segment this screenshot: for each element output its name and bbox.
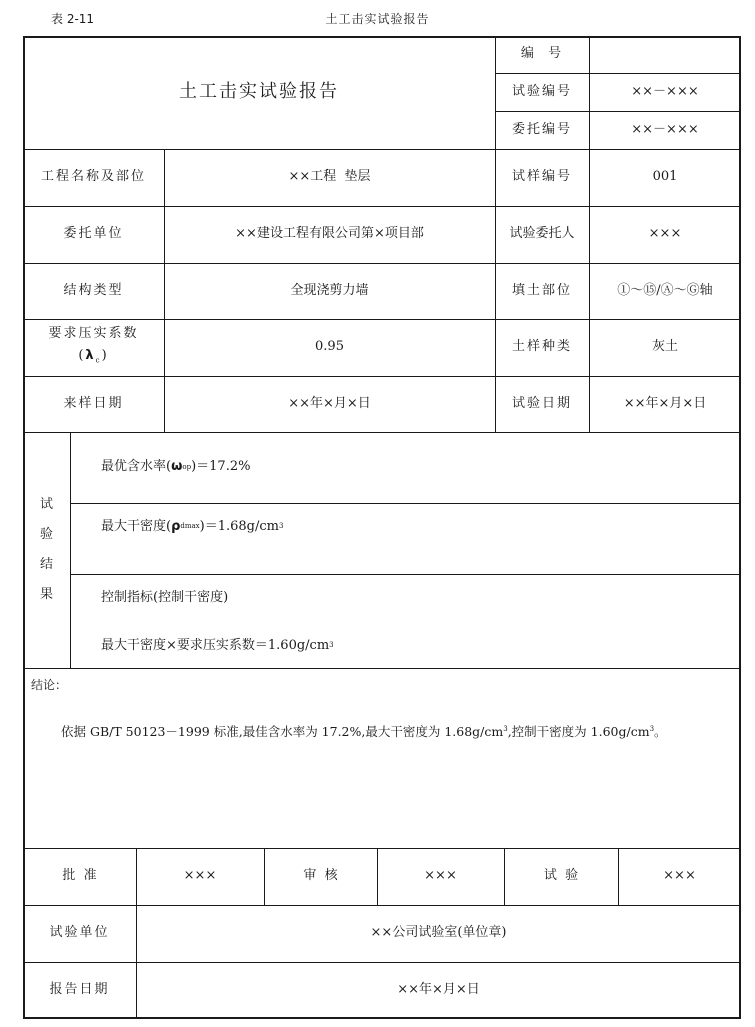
lambda-symbol: λ [85,348,96,364]
sample-no-value: 001 [652,169,678,185]
structure-value: 全现浇剪力墙 [290,282,369,298]
client-unit-value: ××建设工程有限公司第×项目部 [235,226,424,242]
soil-type-label: 土样种类 [511,339,572,355]
cubic-superscript: 3 [278,522,284,531]
sample-date-label: 来样日期 [63,395,124,411]
rho-symbol: ρ [171,518,181,534]
report-title: 土工击实试验报告 [179,81,339,103]
results-side-char: 试 [39,497,53,512]
conclusion-part: 。 [654,724,667,739]
test-date-label: 试验日期 [511,395,572,411]
optimum-moisture [101,432,731,503]
report-date-label: 报告日期 [49,982,110,998]
divider [70,432,71,669]
rho-subscript: dmax [180,522,200,531]
entrust-no-label: 委托编号 [511,121,572,137]
max-dry-density [101,503,731,551]
conclusion-label: 结论： [31,678,68,692]
sample-date-value: ××年×月×日 [288,395,371,411]
omega-subscript: op [182,462,192,471]
compaction-label-text: 要求压实系数 [48,326,139,342]
test-unit-label: 试验单位 [49,925,110,941]
entrust-no-value: ××－××× [631,121,699,137]
max-dry-density-prefix: 最大干密度( [101,518,172,534]
optimum-moisture-prefix: 最优含水率( [101,459,172,475]
client-person-label: 试验委托人 [509,226,575,242]
project-label: 工程名称及部位 [40,169,146,185]
results-side-label [23,432,70,668]
test-no-label: 试验编号 [511,83,572,99]
control-index-title: 控制指标(控制干密度) [101,589,229,605]
conclusion-part: 依据 GB/T 50123－1999 标准,最佳含水率为 17.2%,最大干密度为 1.68g/cm [61,724,504,739]
review-label: 审 核 [303,868,338,884]
client-unit-label: 委托单位 [63,226,124,242]
max-dry-density-suffix: )＝1.68g/cm [199,518,279,534]
table-number: 表 2-11 [51,12,95,26]
divider [70,574,741,575]
compaction-value: 0.95 [315,339,344,355]
client-person-value: ××× [648,226,682,242]
sample-no-label: 试样编号 [511,169,572,185]
test-label: 试 验 [543,868,579,884]
conclusion-part: ,控制干密度为 1.60g/cm [507,724,650,739]
optimum-moisture-suffix: )＝17.2% [191,459,251,475]
approve-value: ××× [183,868,217,884]
results-side-char: 结 [39,557,53,572]
compaction-symbol-line: $(\lambda_c)$ [78,348,109,365]
compaction-label [23,319,164,376]
omega-symbol: ω [171,459,183,475]
results-side-char: 验 [39,527,53,542]
soil-type-value: 灰土 [651,339,678,355]
serial-value [589,36,741,73]
report-date-value: ××年×月×日 [397,982,480,998]
conclusion-text [61,722,741,740]
control-index-formula-text: 最大干密度×要求压实系数＝1.60g/cm [101,637,330,653]
test-value: ××× [663,868,696,884]
serial-label: 编 号 [520,46,564,62]
review-value: ××× [424,868,457,884]
test-unit-value: ××公司试验室(单位章) [370,925,507,941]
structure-label: 结构类型 [63,282,124,298]
divider [23,668,741,669]
test-no-value: ××－××× [631,83,699,99]
cubic-superscript: 3 [649,724,655,733]
test-date-value: ××年×月×日 [623,395,707,411]
approve-label: 批 准 [62,868,97,884]
running-title: 土工击实试验报告 [325,12,430,26]
control-index-formula [101,630,731,662]
cubic-superscript: 3 [503,724,508,733]
fill-location-label: 填土部位 [511,282,572,298]
lambda-subscript: c [95,356,102,365]
cubic-superscript: 3 [329,641,334,650]
fill-location-value: ①～⑮/Ⓐ～Ⓖ轴 [617,282,713,298]
project-value: ××工程 垫层 [288,169,371,185]
results-side-char: 果 [39,587,53,602]
